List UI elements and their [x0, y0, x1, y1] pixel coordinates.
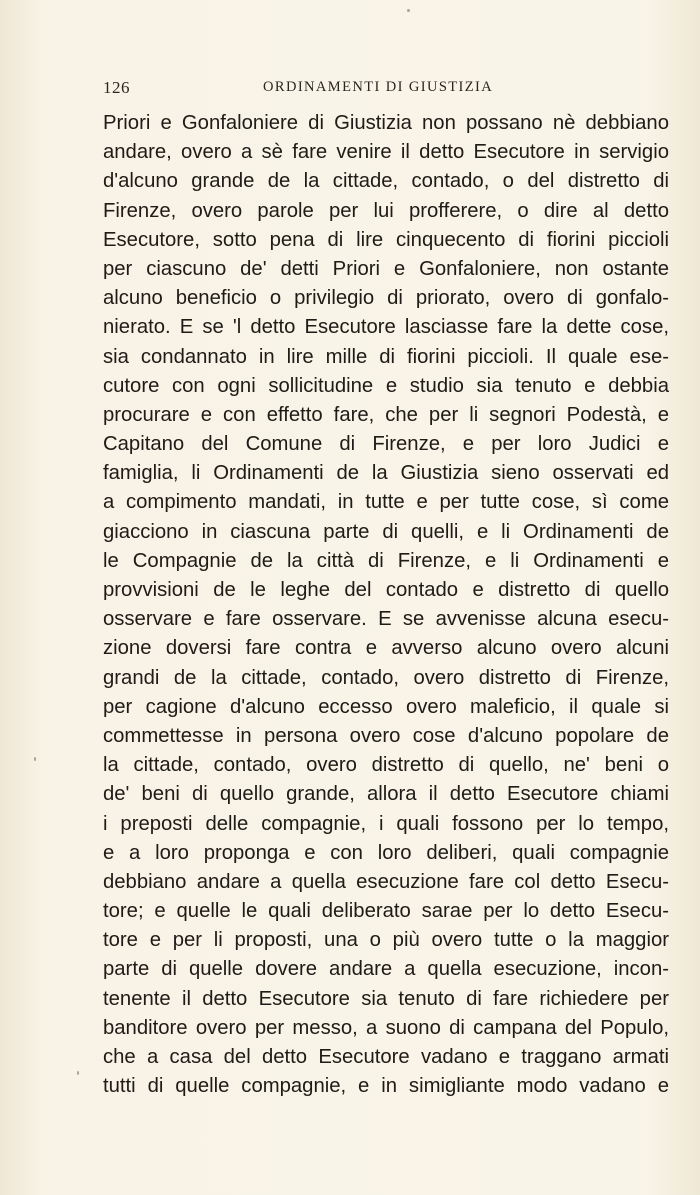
text-line: che a casa del detto Esecutore vadano e traggano armati	[103, 1046, 669, 1068]
text-line: la cittade, contado, overo distretto di quello, ne' beni o	[103, 754, 669, 777]
text-line: tore; e quelle le quali deliberato sarae per lo detto Esecu-	[103, 900, 669, 923]
text-line: provvisioni de le leghe del contado e distretto di quello	[103, 579, 669, 601]
text-line: Firenze, overo parole per lui profferere, o dire al detto	[103, 199, 669, 222]
text-line: commettesse in persona overo cose d'alcuno popolare de	[103, 724, 669, 747]
page-number: 126	[103, 78, 130, 97]
paper-speck	[34, 757, 36, 761]
text-line: tore e per li proposti, una o più overo tutte o la maggior	[103, 929, 669, 952]
text-line: Capitano del Comune di Firenze, e per loro Judici e	[103, 433, 669, 456]
text-line: parte di quelle dovere andare a quella esecuzione, incon-	[103, 958, 669, 981]
text-line: de' beni di quello grande, allora il detto Esecutore chiami	[103, 783, 669, 806]
text-line: grandi de la cittade, contado, overo distretto di Firenze,	[103, 666, 669, 689]
text-line: per ciascuno de' detti Priori e Gonfaloniere, non ostante	[103, 257, 669, 280]
text-line: tutti di quelle compagnie, e in simigliante modo vadano e	[103, 1075, 669, 1098]
running-head: ORDINAMENTI DI GIUSTIZIA	[263, 79, 494, 95]
paper-speck	[407, 9, 410, 12]
text-line: sia condannato in lire mille di fiorini piccioli. Il quale ese-	[103, 345, 669, 368]
text-line: debbiano andare a quella esecuzione fare col detto Esecu-	[103, 870, 669, 893]
text-line: tenente il detto Esecutore sia tenuto di fare richiedere per	[103, 987, 669, 1010]
text-line: osservare e fare osservare. E se avvenisse alcuna esecu-	[103, 608, 669, 631]
text-line: alcuno beneficio o privilegio di priorato, overo di gonfalo-	[103, 287, 669, 310]
text-line: giacciono in ciascuna parte di quelli, e li Ordinamenti de	[103, 520, 669, 543]
text-line: andare, overo a sè fare venire il detto Esecutore in servigio	[103, 141, 669, 164]
text-line: i preposti delle compagnie, i quali fossono per lo tempo,	[103, 812, 669, 835]
text-line: a compimento mandati, in tutte e per tutte cose, sì come	[103, 491, 669, 514]
text-line: Priori e Gonfaloniere di Giustizia non possano nè debbiano	[103, 112, 669, 134]
text-line: banditore overo per messo, a suono di campana del Populo,	[103, 1016, 669, 1039]
body-text	[103, 109, 669, 1101]
text-line: per cagione d'alcuno eccesso overo maleficio, il quale si	[103, 695, 669, 718]
paper-speck	[77, 1071, 79, 1075]
text-line: nierato. E se 'l detto Esecutore lasciasse fare la dette cose,	[103, 316, 669, 339]
page-header	[103, 78, 668, 102]
text-line: le Compagnie de la città di Firenze, e li Ordinamenti e	[103, 549, 669, 572]
text-line: famiglia, li Ordinamenti de la Giustizia sieno osservati ed	[103, 462, 669, 485]
text-line: procurare e con effetto fare, che per li segnori Podestà, e	[103, 403, 669, 426]
text-line: cutore con ogni sollicitudine e studio sia tenuto e debbia	[103, 374, 669, 397]
text-line: zione doversi fare contra e avverso alcuno overo alcuni	[103, 637, 669, 660]
text-line: d'alcuno grande de la cittade, contado, o del distretto di	[103, 170, 669, 193]
text-line: e a loro proponga e con loro deliberi, quali compagnie	[103, 841, 669, 864]
text-line: Esecutore, sotto pena di lire cinquecento di fiorini piccioli	[103, 228, 669, 251]
